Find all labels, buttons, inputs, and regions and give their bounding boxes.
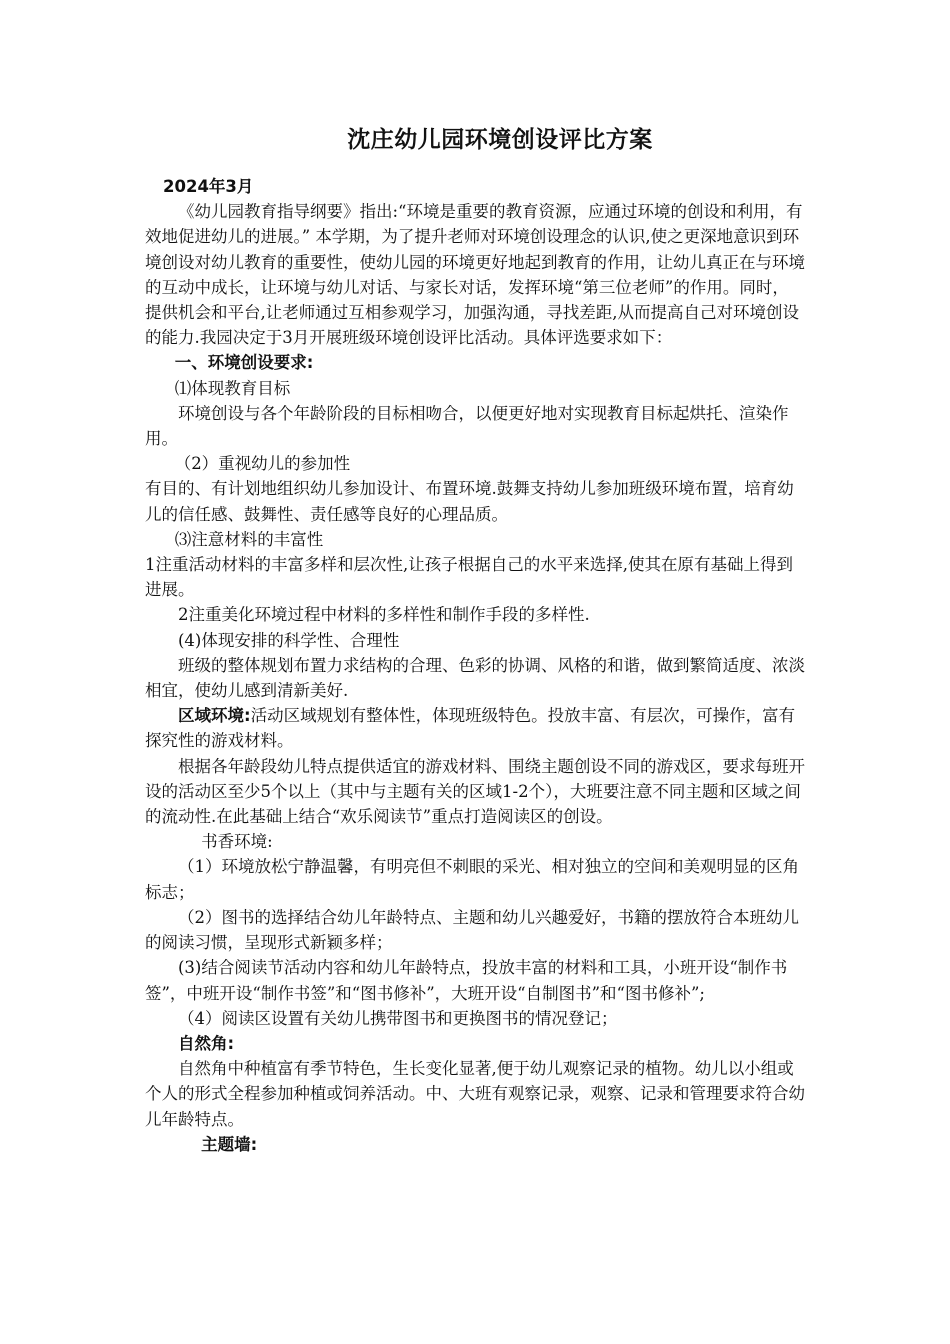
item3-heading: ⑶注意材料的丰富性 xyxy=(174,529,324,549)
nature-heading: 自然角: xyxy=(178,1033,235,1053)
item1-text: 环境创设与各个年龄阶段的目标相吻合，以便更好地对实现教育目标起烘托、渲染作用。 xyxy=(145,403,789,449)
zone-text: 活动区域规划有整体性，体现班级特色。投放丰富、有层次，可操作，富有探究性的游戏材料。 xyxy=(145,706,796,751)
item1-heading: ⑴体现教育目标 xyxy=(174,378,291,398)
item2-heading: （2）重视幼儿的参加性 xyxy=(174,454,351,474)
book-item-1: （1）环境放松宁静温馨，有明亮但不刺眼的采光、相对独立的空间和美观明显的区角标志； xyxy=(145,857,799,902)
document-title: 沈庄幼儿园环境创设评比方案 xyxy=(347,127,653,153)
book-item-4: （4）阅读区设置有关幼儿携带图书和更换图书的情况登记； xyxy=(178,1008,618,1028)
nature-text: 自然角中种植富有季节特色，生长变化显著,便于幼儿观察记录的植物。幼儿以小组或个人的形式全程参加种植或饲养活动。中、大班有观察记录，观察、记录和管理要求符合幼儿年龄特点。 xyxy=(145,1059,805,1129)
book-heading: 书香环境: xyxy=(201,832,273,852)
item3-text-1: 1注重活动材料的丰富多样和层次性,让孩子根据自己的水平来选择,使其在原有基础上得到进展。 xyxy=(145,555,793,600)
intro-paragraph: 《幼儿园教育指导纲要》指出:“环境是重要的教育资源，应通过环境的创设和利用，有效地促进幼儿的进展。” 本学期，为了提升老师对环境创设理念的认识,使之更深地意识到环境创设对幼儿教育的重要性，使幼儿园的环境更好地起到教育的作用，让幼儿真正在与环境的互动中成长，让环境与幼儿对话、与家长对话，发挥环境“第三位老师”的作用。同时，提供机会和平台,让老师通过互相参观学习，加强沟通，寻找差距,从而提高自己对环境创设的能力.我园决定于3月开展班级环境创设评比活动。具体评选要求如下： xyxy=(145,202,805,348)
item4-heading: (4)体现安排的科学性、合理性 xyxy=(178,630,400,650)
document-body xyxy=(145,174,805,1157)
document-date: 2024年3月 xyxy=(163,177,254,196)
book-item-3: (3)结合阅读节活动内容和幼儿年龄特点，投放丰富的材料和工具，小班开设“制作书签”，中班开设“制作书签”和“图书修补”，大班开设“自制图书”和“图书修补”; xyxy=(145,958,788,1003)
theme-heading: 主题墙: xyxy=(201,1134,258,1154)
zone-paragraph xyxy=(145,703,805,753)
zone-text-2: 根据各年龄段幼儿特点提供适宜的游戏材料、围绕主题创设不同的游戏区，要求每班开设的活动区至少5个以上（其中与主题有关的区域1-2个），大班要注意不同主题和区域之间的流动性.在此基础上结合“欢乐阅读节”重点打造阅读区的创设。 xyxy=(145,756,805,827)
item3-text-2: 2注重美化环境过程中材料的多样性和制作手段的多样性. xyxy=(178,605,590,625)
item4-text: 班级的整体规划布置力求结构的合理、色彩的协调、风格的和谐，做到繁简适度、浓淡相宜，使幼儿感到清新美好. xyxy=(145,655,805,701)
section-heading-requirements: 一、环境创设要求: xyxy=(174,353,314,373)
book-item-2: （2）图书的选择结合幼儿年龄特点、主题和幼儿兴趣爱好，书籍的摆放符合本班幼儿的阅读习惯，呈现形式新颖多样； xyxy=(145,907,799,953)
item2-text: 有目的、有计划地组织幼儿参加设计、布置环境.鼓舞支持幼儿参加班级环境布置，培育幼儿的信任感、鼓舞性、责任感等良好的心理品质。 xyxy=(145,479,794,524)
zone-label: 区域环境: xyxy=(178,706,251,726)
